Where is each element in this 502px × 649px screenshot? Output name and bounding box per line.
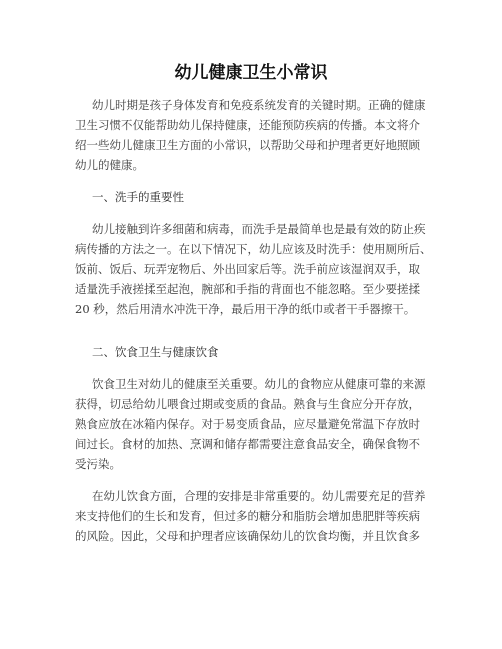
section2-para1-line: 熟食应放在冰箱内保存。对于易变质食品，应尽量避免常温下存放时 [75, 417, 420, 431]
section2-para1-line: 饮食卫生对幼儿的健康至关重要。幼儿的食物应从健康可靠的来源 [92, 377, 426, 391]
section1-line: 饭前、饭后、玩弄宠物后、外出回家后等。洗手前应该湿润双手，取 [75, 262, 420, 276]
section1-line: 病传播的方法之一。在以下情况下，幼儿应该及时洗手：使用厕所后、 [75, 242, 432, 256]
section1-line: 幼儿接触到许多细菌和病毒，而洗手是最简单也是最有效的防止疾 [92, 222, 426, 236]
section2-para1-line: 获得，切忌给幼儿喂食过期或变质的食品。熟食与生食应分开存放， [75, 397, 420, 411]
intro-line: 幼儿的健康。 [75, 158, 144, 172]
intro-line: 幼儿时期是孩子身体发育和免疫系统发育的关键时期。正确的健康 [92, 98, 426, 112]
section1-line: 适量洗手液搓揉至起泡，腕部和手指的背面也不能忽略。至少要搓揉 [75, 282, 420, 296]
section2-para1-line: 受污染。 [75, 457, 121, 471]
intro-line: 卫生习惯不仅能帮助幼儿保持健康，还能预防疾病的传播。本文将介 [75, 118, 420, 132]
section2-para1-line: 间过长。食材的加热、烹调和储存都需要注意食品安全，确保食物不 [75, 437, 420, 451]
intro-line: 绍一些幼儿健康卫生方面的小常识，以帮助父母和护理者更好地照顾 [75, 138, 420, 152]
page-title: 幼儿健康卫生小常识 [174, 63, 328, 83]
section2-para2-line: 在幼儿饮食方面，合理的安排是非常重要的。幼儿需要充足的营养 [92, 489, 426, 503]
section1-line: 20 秒，然后用清水冲洗干净，最后用干净的纸巾或者干手器擦干。 [75, 302, 416, 316]
section-heading-handwashing: 一、洗手的重要性 [92, 190, 184, 204]
section-heading-diet: 二、饮食卫生与健康饮食 [92, 345, 219, 359]
section2-para2-line: 的风险。因此，父母和护理者应该确保幼儿的饮食均衡，并且饮食多 [75, 529, 420, 543]
section2-para2-line: 来支持他们的生长和发育，但过多的糖分和脂肪会增加患肥胖等疾病 [75, 509, 420, 523]
